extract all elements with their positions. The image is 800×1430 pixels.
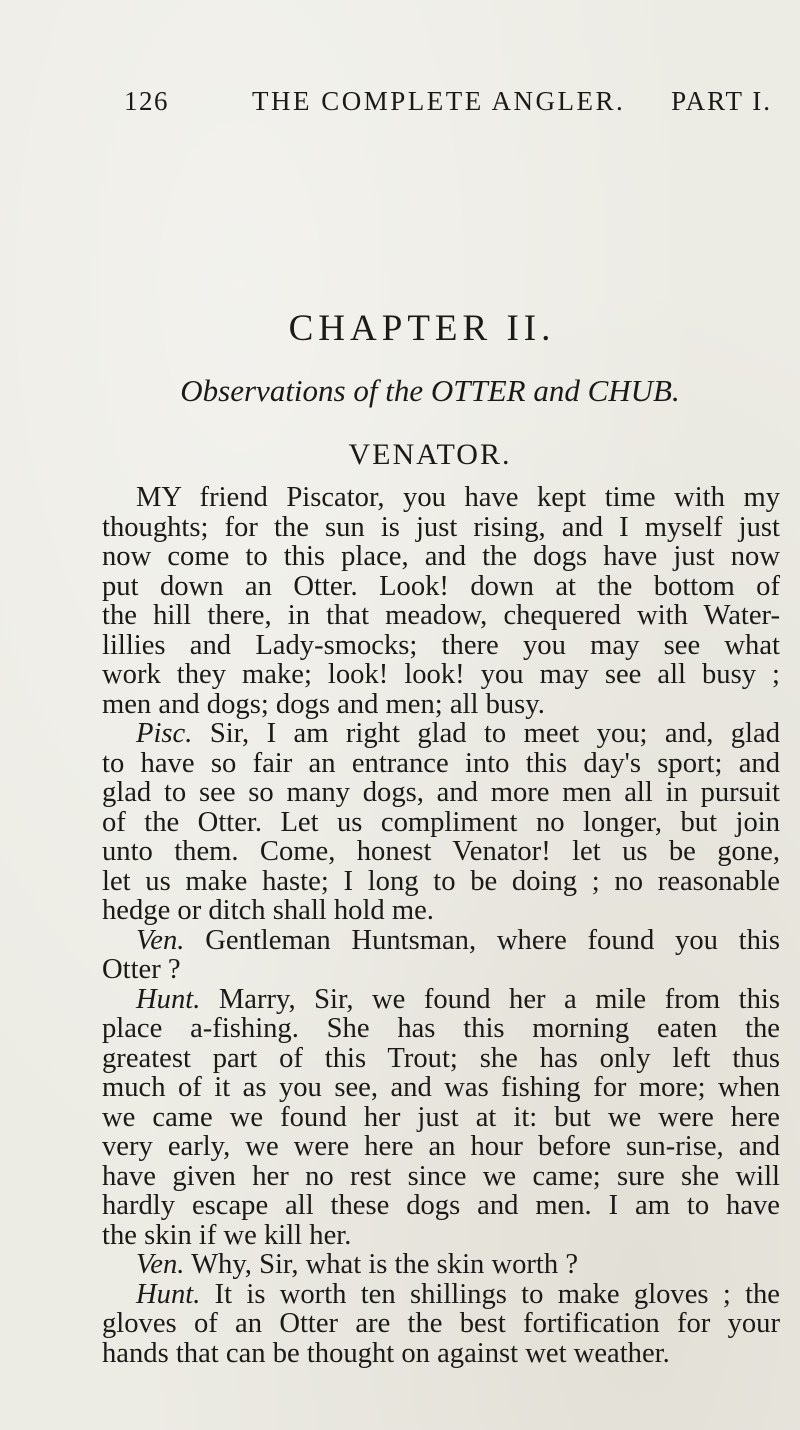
text-line: put down an Otter. Look! down at the bottom of (102, 570, 780, 602)
text-line: to have so fair an entrance into this day's sport; and (102, 747, 780, 779)
text-line: gloves of an Otter are the best fortification for your (102, 1308, 780, 1339)
speaker-abbrev: Ven. (136, 924, 185, 956)
speaker-heading: VENATOR. (348, 438, 512, 471)
text-line: MY friend Piscator, you have kept time with my (136, 482, 780, 513)
text-line: men and dogs; dogs and men; all busy. (102, 688, 545, 720)
text-line: hands that can be thought on against wet weather. (102, 1337, 670, 1369)
text-line: much of it as you see, and was fishing for more; when (102, 1072, 780, 1103)
book-title: THE COMPLETE ANGLER. (252, 86, 626, 116)
text-line: Otter ? (102, 954, 181, 985)
text-line: very early, we were here an hour before sun-rise, and (102, 1131, 780, 1162)
part-label: PART I. (671, 86, 772, 116)
text-line: glad to see so many dogs, and more men all in pursuit (102, 777, 780, 808)
speaker-abbrev: Ven. (136, 1249, 185, 1280)
text-line: we came we found her just at it: but we were here (102, 1101, 780, 1133)
text-line: have given her no rest since we came; sure she will (102, 1160, 780, 1192)
text-line: Hunt. Marry, Sir, we found her a mile from this (136, 983, 780, 1015)
text-line: Ven. Gentleman Huntsman, where found you this (136, 924, 780, 956)
text-line: place a-fishing. She has this morning eaten the (102, 1013, 780, 1044)
page-number: 126 (124, 86, 169, 116)
chapter-subtitle: Observations of the OTTER and CHUB. (180, 373, 680, 408)
running-head (124, 86, 772, 126)
text-line: lillies and Lady-smocks; there you may see what (102, 629, 780, 661)
text-line: now come to this place, and the dogs have just now (102, 541, 780, 572)
text-line: of the Otter. Let us compliment no longer, but join (102, 806, 780, 838)
text-line: work they make; look! look! you may see all busy ; (102, 659, 780, 690)
text-line: Ven. Why, Sir, what is the skin worth ? (136, 1249, 579, 1280)
body-text (102, 483, 780, 1368)
text-line: the hill there, in that meadow, chequered with Water- (102, 600, 780, 631)
text-line: greatest part of this Trout; she has only left thus (102, 1042, 780, 1074)
text-line: Hunt. It is worth ten shillings to make gloves ; the (136, 1278, 780, 1310)
text-line: let us make haste; I long to be doing ; no reasonable (102, 865, 780, 897)
chapter-title: CHAPTER II. (288, 308, 556, 349)
text-line: Pisc. Sir, I am right glad to meet you; and, glad (136, 718, 780, 749)
text-line: thoughts; for the sun is just rising, and I myself just (102, 511, 780, 543)
text-line: hedge or ditch shall hold me. (102, 895, 434, 926)
text-line: unto them. Come, honest Venator! let us be gone, (102, 836, 780, 867)
text-line: the skin if we kill her. (102, 1219, 352, 1251)
speaker-abbrev: Pisc. (136, 718, 193, 749)
text-line: hardly escape all these dogs and men. I am to have (102, 1190, 780, 1221)
speaker-abbrev: Hunt. (136, 1278, 201, 1310)
speaker-abbrev: Hunt. (136, 983, 201, 1015)
